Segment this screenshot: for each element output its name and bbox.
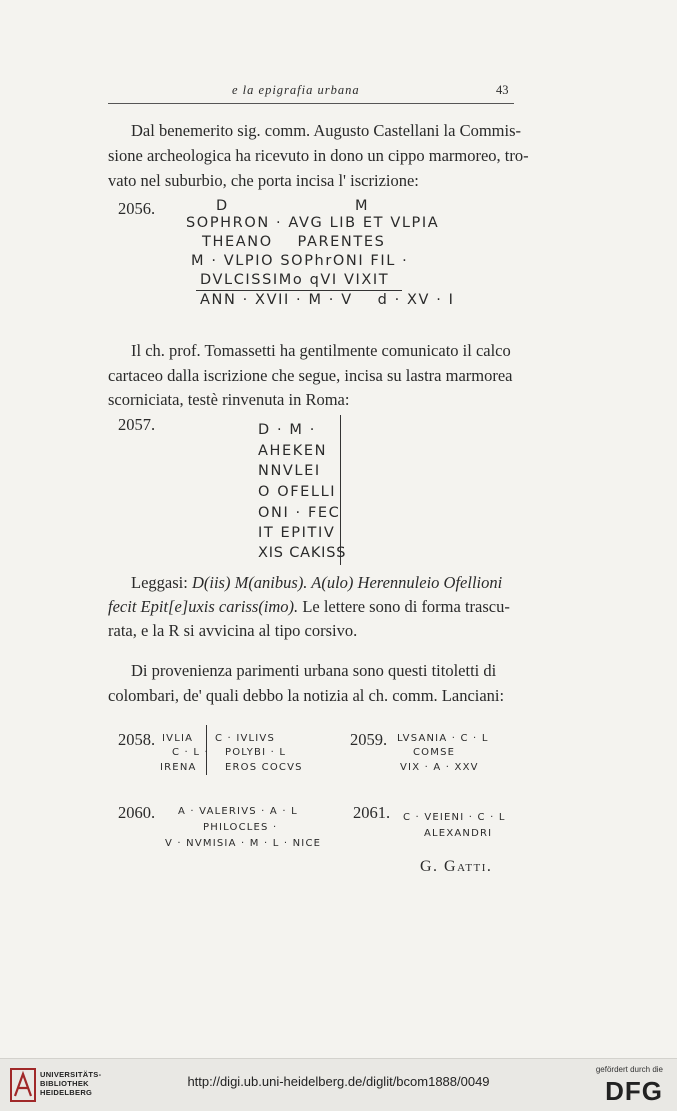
- para3-line1: [131, 570, 502, 595]
- insc2056-line6: ANN · XVII · M · V d · XV · I: [200, 292, 455, 308]
- insc2058-right1: C · IVLIVS: [215, 733, 276, 744]
- library-line3: HEIDELBERG: [40, 1088, 93, 1097]
- funding-text: gefördert durch die: [595, 1065, 663, 1074]
- header-rule: [108, 103, 514, 104]
- para4-line2: colombari, de' quali debbo la notizia al ch. comm. Lanciani:: [108, 686, 505, 705]
- insc2058-number: 2058.: [118, 730, 156, 749]
- para3-line1b: D(iis) M(anibus). A(ulo) Herennuleio Ofellioni: [191, 573, 503, 592]
- para1-line3: vato nel suburbio, che porta incisa l' iscrizione:: [108, 171, 419, 190]
- insc2059-line3: VIX · A · XXV: [400, 762, 479, 773]
- para3-line2b: Le lettere sono di forma trascu-: [298, 597, 510, 616]
- insc2058-left3: IRENA: [160, 762, 197, 773]
- insc2057-line1: D · M ·: [258, 422, 316, 438]
- para3-line1a: Leggasi:: [131, 573, 192, 592]
- insc2056-line3: THEANO PARENTES: [202, 234, 386, 250]
- insc2061-number: 2061.: [353, 803, 391, 822]
- para2-line1: Il ch. prof. Tomassetti ha gentilmente comunicato il calco: [131, 341, 511, 360]
- insc2059-number: 2059.: [350, 730, 388, 749]
- insc2057-line4: O OFELLI: [258, 484, 337, 500]
- insc2060-line3: V · NVMISIA · M · L · NICE: [165, 838, 322, 849]
- insc2057-right-edge: [340, 415, 341, 565]
- library-line2: BIBLIOTHEK: [40, 1079, 89, 1088]
- insc2057-line2: AHEKEN: [258, 443, 328, 459]
- insc2058-left2: C · L ·: [172, 747, 209, 758]
- insc2056-line1b: M: [355, 198, 370, 214]
- insc2057-number: 2057.: [118, 415, 156, 434]
- insc2056-number: 2056.: [118, 199, 156, 218]
- insc2057-line5: ONI · FEC: [258, 505, 341, 521]
- insc2056-overline: [196, 290, 402, 291]
- insc2060-line1: A · VALERIVS · A · L: [178, 806, 298, 817]
- insc2058-right2: POLYBI · L: [225, 747, 287, 758]
- insc2056-line4: M · VLPIO SOPhrONI FIL ·: [191, 253, 409, 269]
- insc2061-line2: ALEXANDRI: [424, 828, 493, 839]
- insc2056-line5: DVLCISSIMo qVI VIXIT: [200, 272, 390, 288]
- viewer-footer: [0, 1058, 677, 1111]
- insc2056-line2: SOPHRON · AVG LIB ET VLPIA: [186, 215, 440, 231]
- signature: G. Gatti.: [420, 858, 493, 875]
- para2-line2: cartaceo dalla iscrizione che segue, incisa su lastra marmorea: [108, 366, 513, 385]
- insc2057-line7: XIS CAKISS: [258, 545, 347, 561]
- para3-line3: rata, e la R si avvicina al tipo corsivo.: [108, 621, 358, 640]
- library-line1: UNIVERSITÄTS-: [40, 1070, 102, 1079]
- insc2059-line2: COMSE: [413, 747, 456, 758]
- insc2059-line1: LVSANIA · C · L: [397, 733, 489, 744]
- para1-line2: sione archeologica ha ricevuto in dono un cippo marmoreo, tro-: [108, 146, 529, 165]
- insc2056-line1a: D: [216, 198, 229, 214]
- insc2060-number: 2060.: [118, 803, 156, 822]
- para4-line1: Di provenienza parimenti urbana sono questi titoletti di: [131, 661, 497, 680]
- page-number: 43: [496, 83, 509, 97]
- running-title: e la epigrafia urbana: [232, 83, 360, 97]
- insc2058-right3: EROS COCVS: [225, 762, 303, 773]
- para2-line3: scorniciata, testè rinvenuta in Roma:: [108, 390, 350, 409]
- para1-line1: Dal benemerito sig. comm. Augusto Castellani la Commis-: [131, 121, 521, 140]
- insc2057-line3: NNVLEI: [258, 463, 321, 479]
- permalink-url[interactable]: http://digi.ub.uni-heidelberg.de/diglit/bcom1888/0049: [187, 1074, 490, 1089]
- para3-line2: [108, 594, 510, 619]
- insc2057-line6: IT EPITIV: [258, 525, 336, 541]
- insc2058-left1: IVLIA: [162, 733, 194, 744]
- dfg-logo[interactable]: DFG: [605, 1076, 663, 1106]
- insc2061-line1: C · VEIENI · C · L: [403, 812, 506, 823]
- para3-line2a: fecit Epit[e]uxis cariss(imo).: [108, 597, 299, 616]
- insc2060-line2: PHILOCLES ·: [203, 822, 278, 833]
